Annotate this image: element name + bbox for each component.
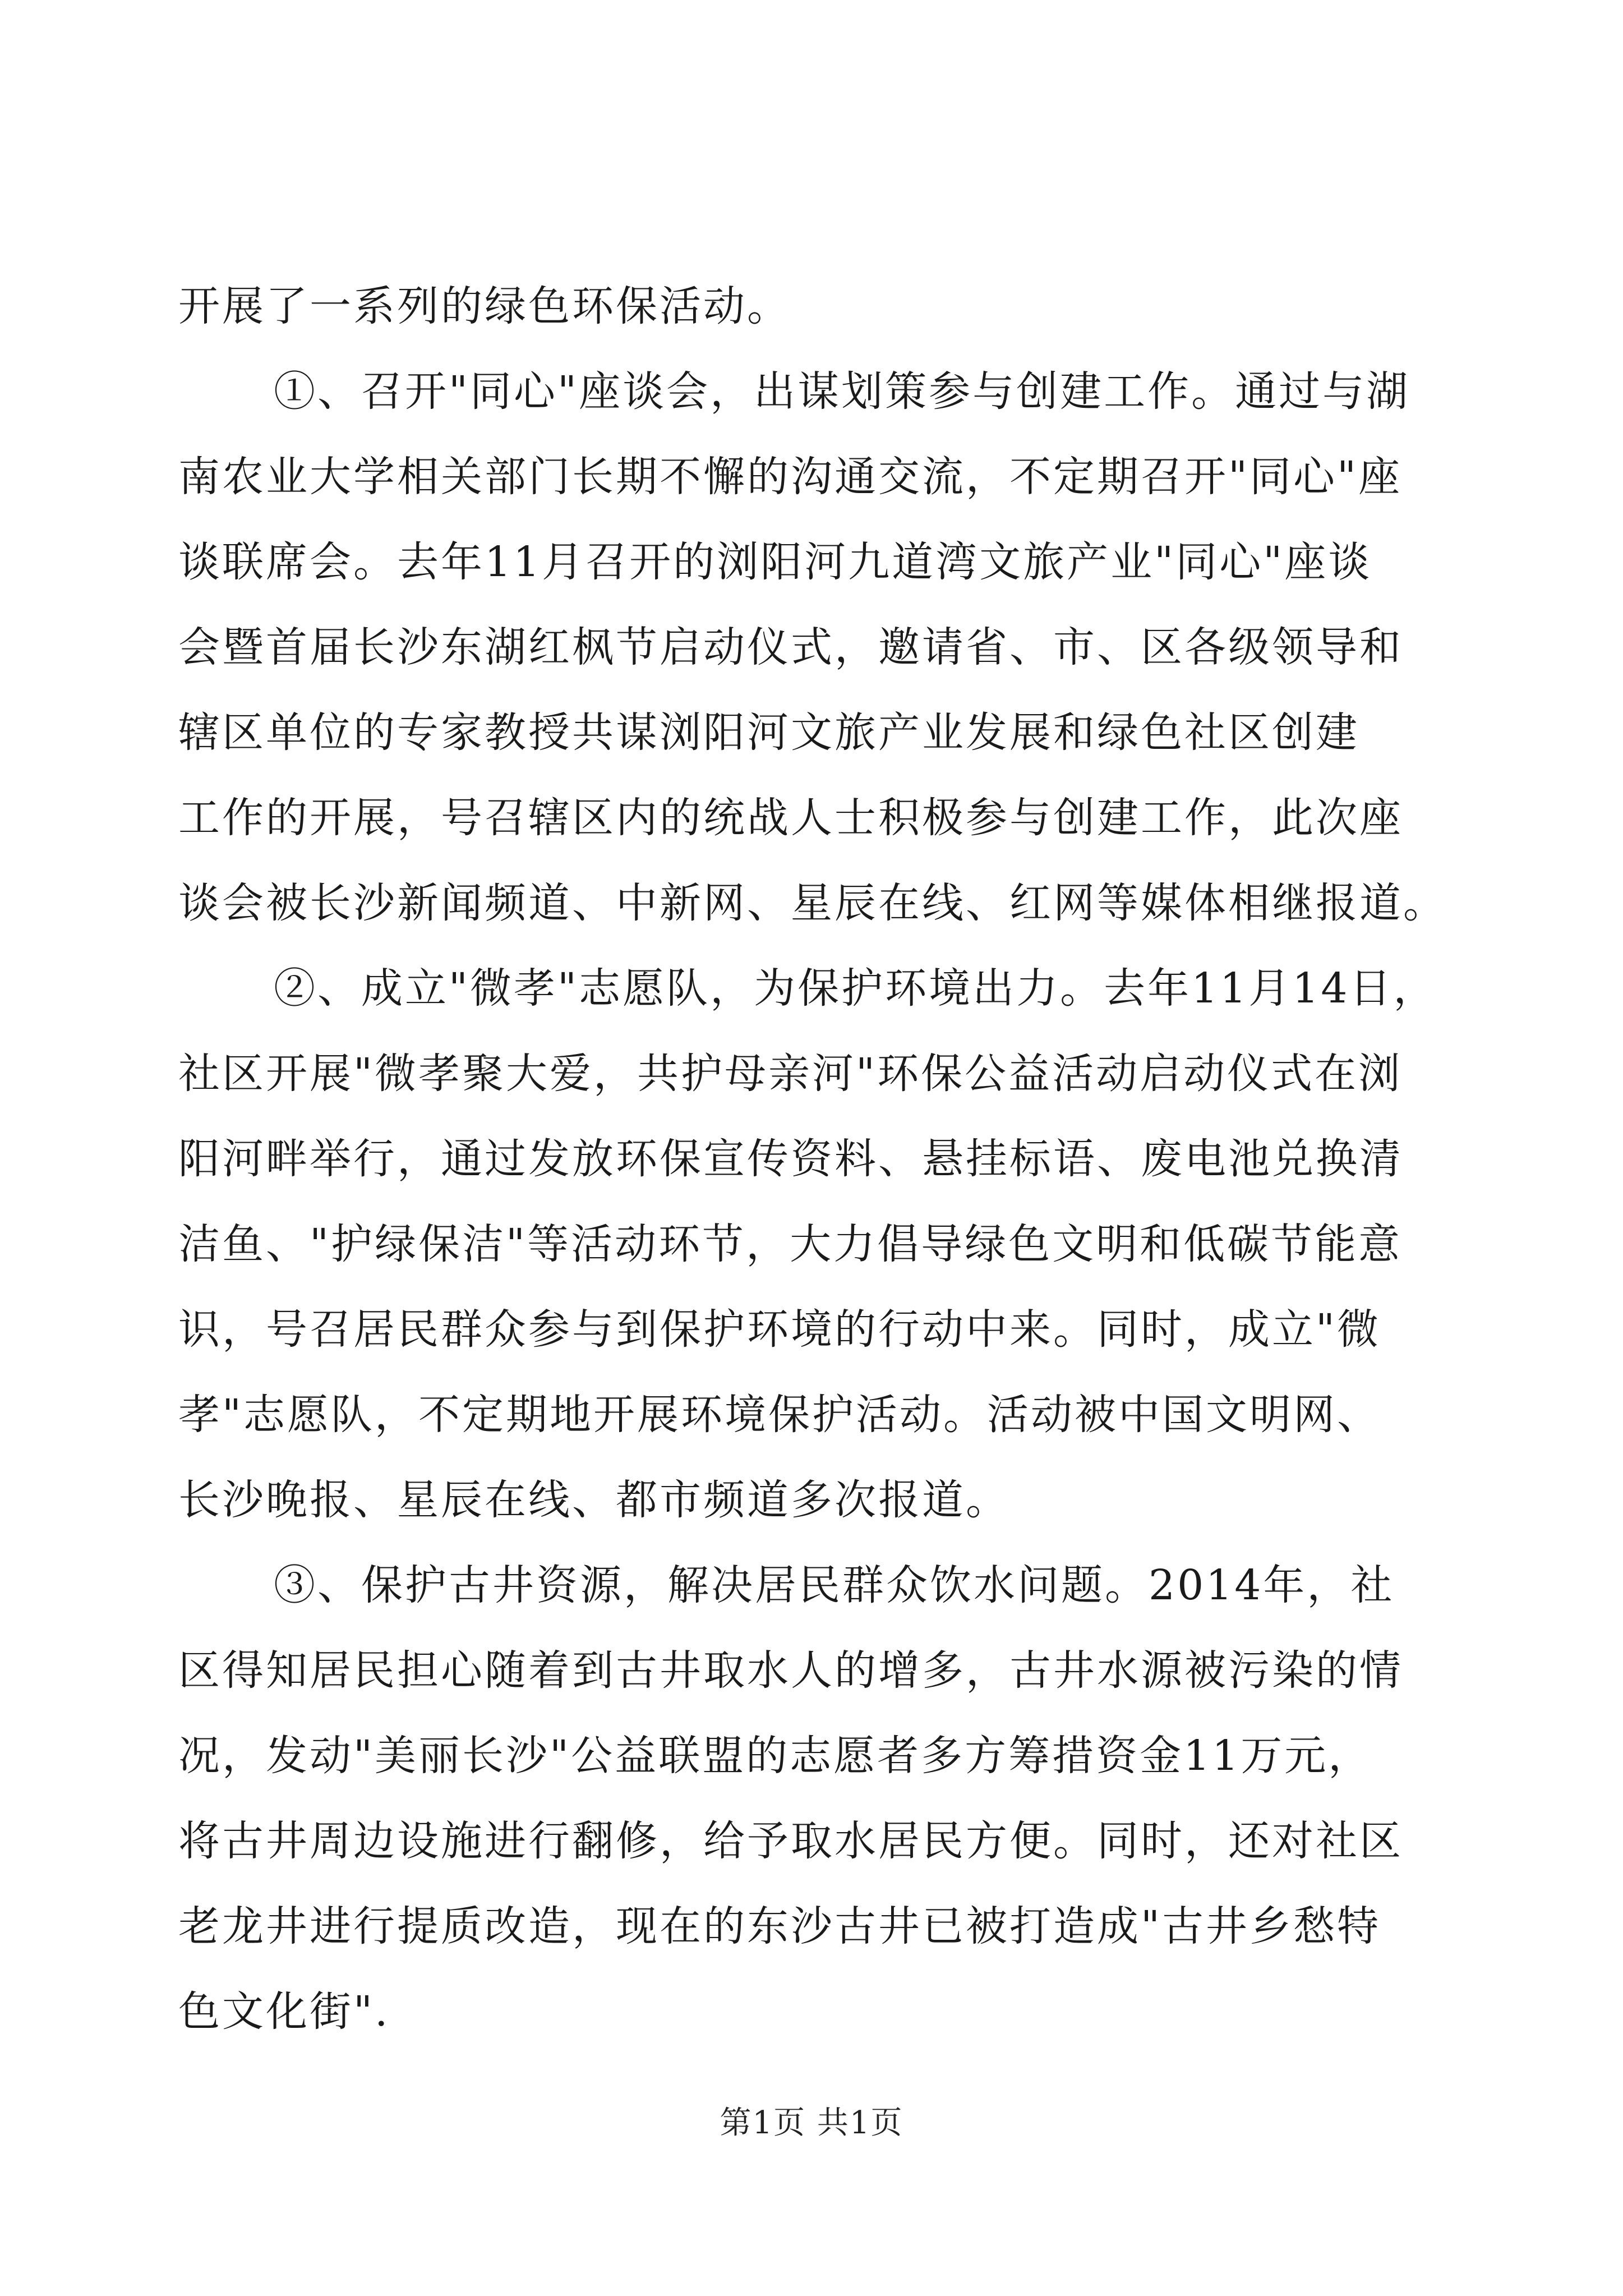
text-line: 南农业大学相关部门长期不懈的沟通交流，不定期召开"同心"座 bbox=[178, 453, 1403, 501]
text-line: 工作的开展，号召辖区内的统战人士积极参与创建工作，此次座 bbox=[178, 794, 1403, 842]
text-line: ②、成立"微孝"志愿队，为保护环境出力。去年11月14日， bbox=[274, 964, 1437, 1013]
text-line: 识，号召居民群众参与到保护环境的行动中来。同时，成立"微 bbox=[178, 1305, 1381, 1354]
page-footer: 第1页 共1页 bbox=[720, 2105, 903, 2141]
text-line: ①、召开"同心"座谈会，出谋划策参与创建工作。通过与湖 bbox=[274, 367, 1410, 416]
text-line: 阳河畔举行，通过发放环保宣传资料、悬挂标语、废电池兑换清 bbox=[178, 1135, 1403, 1183]
text-line: 谈会被长沙新闻频道、中新网、星辰在线、红网等媒体相继报道。 bbox=[178, 879, 1447, 927]
text-line: 谈联席会。去年11月召开的浏阳河九道湾文旅产业"同心"座谈 bbox=[178, 538, 1372, 586]
text-line: 老龙井进行提质改造，现在的东沙古井已被打造成"古井乡愁特 bbox=[178, 1902, 1381, 1950]
text-line: 色文化街". bbox=[178, 1987, 390, 2036]
text-line: 将古井周边设施进行翻修，给予取水居民方便。同时，还对社区 bbox=[178, 1817, 1403, 1865]
text-line: ③、保护古井资源，解决居民群众饮水问题。2014年，社 bbox=[274, 1561, 1395, 1609]
text-line: 洁鱼、"护绿保洁"等活动环节，大力倡导绿色文明和低碳节能意 bbox=[178, 1220, 1403, 1268]
text-line: 区得知居民担心随着到古井取水人的增多，古井水源被污染的情 bbox=[178, 1646, 1403, 1695]
text-line: 况，发动"美丽长沙"公益联盟的志愿者多方筹措资金11万元， bbox=[178, 1732, 1372, 1780]
text-line: 长沙晚报、星辰在线、都市频道多次报道。 bbox=[178, 1476, 1009, 1524]
text-line: 辖区单位的专家教授共谋浏阳河文旅产业发展和绿色社区创建 bbox=[178, 708, 1359, 757]
text-line: 开展了一系列的绿色环保活动。 bbox=[178, 282, 791, 330]
document-body bbox=[178, 264, 1447, 2054]
text-line: 会暨首届长沙东湖红枫节启动仪式，邀请省、市、区各级领导和 bbox=[178, 623, 1403, 671]
text-line: 社区开展"微孝聚大爱，共护母亲河"环保公益活动启动仪式在浏 bbox=[178, 1050, 1403, 1098]
text-line: 孝"志愿队，不定期地开展环境保护活动。活动被中国文明网、 bbox=[178, 1391, 1381, 1439]
